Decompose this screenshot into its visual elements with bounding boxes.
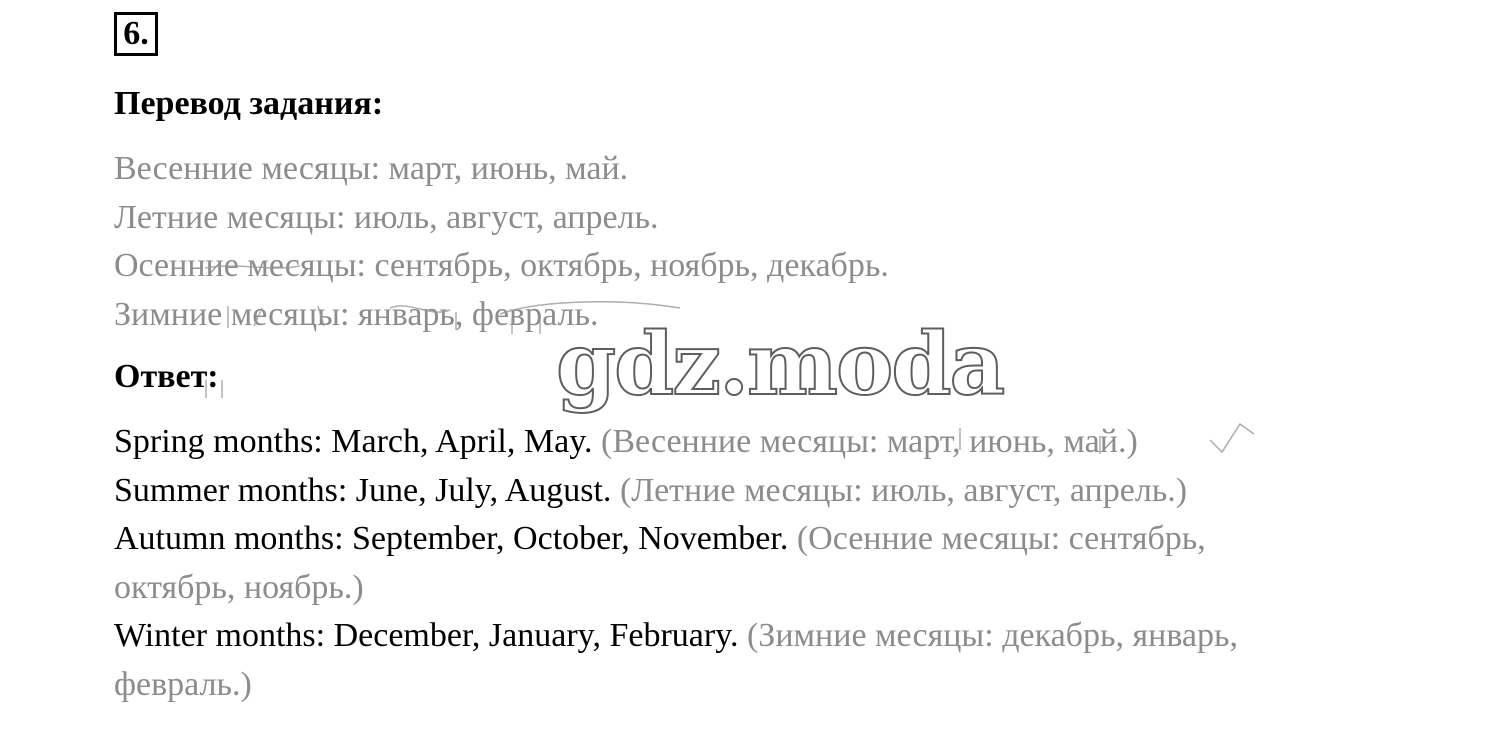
scribble-stroke	[205, 266, 300, 268]
answer-heading: Ответ:	[114, 358, 219, 395]
scribble-stroke	[1210, 424, 1254, 452]
answer-russian-spring: (Весенние месяцы: март, июнь, май.)	[601, 423, 1138, 460]
translation-line-winter: Зимние месяцы: январь, февраль.	[114, 295, 599, 333]
watermark: gdz.moda	[556, 314, 1004, 415]
task-number: 6.	[123, 15, 149, 52]
scribble-stroke	[206, 380, 222, 398]
answer-russian-autumn: (Осенние месяцы: сентябрь,	[796, 520, 1206, 557]
translation-line-summer: Летние месяцы: июль, август, апрель.	[114, 198, 659, 236]
translation-heading: Перевод задания:	[114, 85, 384, 122]
answer-english-autumn: Autumn months: September, October, November.	[114, 520, 789, 557]
answer-russian-winter: (Зимние месяцы: декабрь, январь,	[746, 617, 1239, 654]
answer-russian-summer: (Летние месяцы: июль, август, апрель.)	[619, 471, 1188, 509]
answer-english-spring: Spring months: March, April, May.	[114, 423, 593, 460]
answer-russian-winter-continued: февраль.)	[114, 665, 252, 703]
answer-english-summer: Summer months: June, July, August.	[114, 471, 612, 509]
answer-english-winter: Winter months: December, January, February.	[114, 617, 739, 654]
scribble-stroke	[500, 302, 680, 314]
scribble-stroke	[960, 428, 1100, 454]
scribble-stroke	[512, 318, 540, 334]
scribble-stroke	[228, 306, 324, 328]
translation-line-spring: Весенние месяцы: март, июнь, май.	[114, 150, 629, 187]
scribble-stroke	[390, 306, 456, 330]
answer-russian-autumn-continued: октябрь, ноябрь.)	[114, 568, 364, 606]
translation-line-autumn: Осенние месяцы: сентябрь, октябрь, ноябрь, декабрь.	[114, 247, 889, 284]
